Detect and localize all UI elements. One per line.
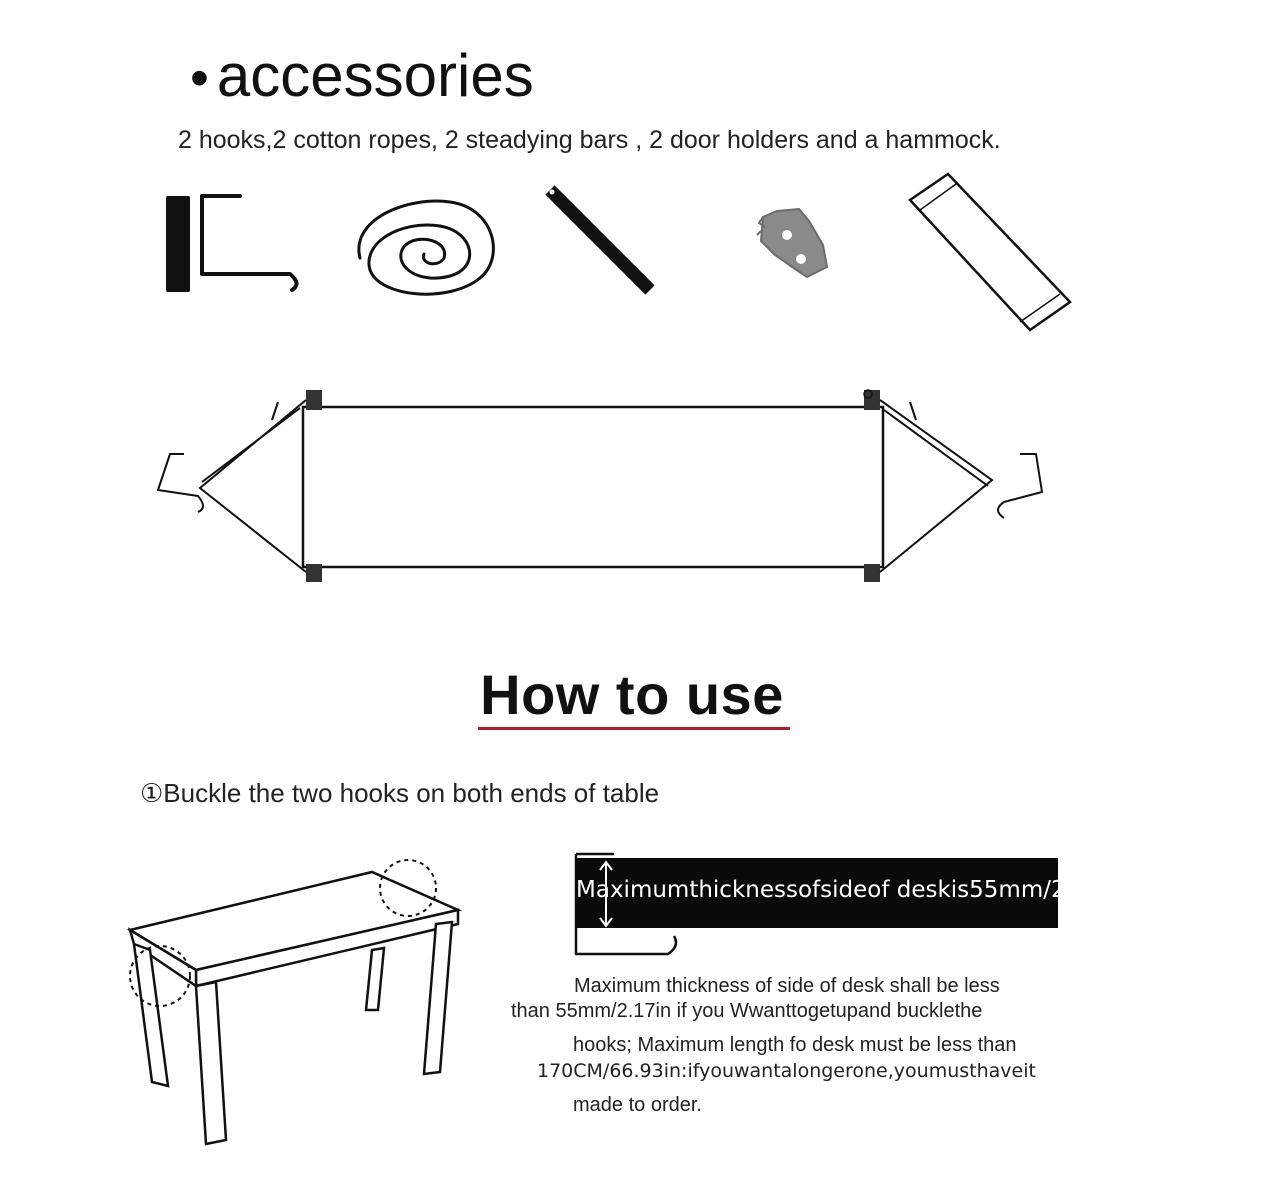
assembled-hammock-diagram (140, 380, 1060, 600)
door-holder-icon (755, 205, 845, 295)
table-illustration (120, 850, 480, 1150)
note-line: hooks; Maximum length fo desk must be less than (573, 1034, 1017, 1056)
how-to-use-title: How to use (480, 663, 784, 726)
thickness-arrow-icon (596, 856, 616, 936)
note-line: than 55mm/2.17in if you Wwanttogetupand bucklethe (511, 1000, 983, 1022)
hook-icon (160, 190, 320, 310)
title-underline (478, 727, 790, 730)
accessories-heading (190, 38, 534, 116)
coiled-rope-icon (340, 188, 510, 308)
note-line: made to order. (573, 1094, 702, 1116)
step-1-text: ①Buckle the two hooks on both ends of table (140, 778, 660, 808)
max-thickness-bar-text: Maximumthicknessofsideof deskis55mm/2.17in (576, 877, 1124, 903)
max-thickness-bar (576, 858, 1124, 928)
note-line: Maximum thickness of side of desk shall be less (574, 975, 1000, 997)
note-line: 170CM/66.93in:ifyouwantalongerone,youmusthaveit (537, 1060, 1036, 1082)
accessories-description: 2 hooks,2 cotton ropes, 2 steadying bars , 2 door holders and a hammock. (178, 126, 1001, 154)
accessories-heading-text: accessories (216, 42, 534, 109)
bullet-icon: • (190, 48, 209, 108)
steadying-bar-icon (540, 180, 670, 310)
hammock-icon (900, 170, 1080, 340)
